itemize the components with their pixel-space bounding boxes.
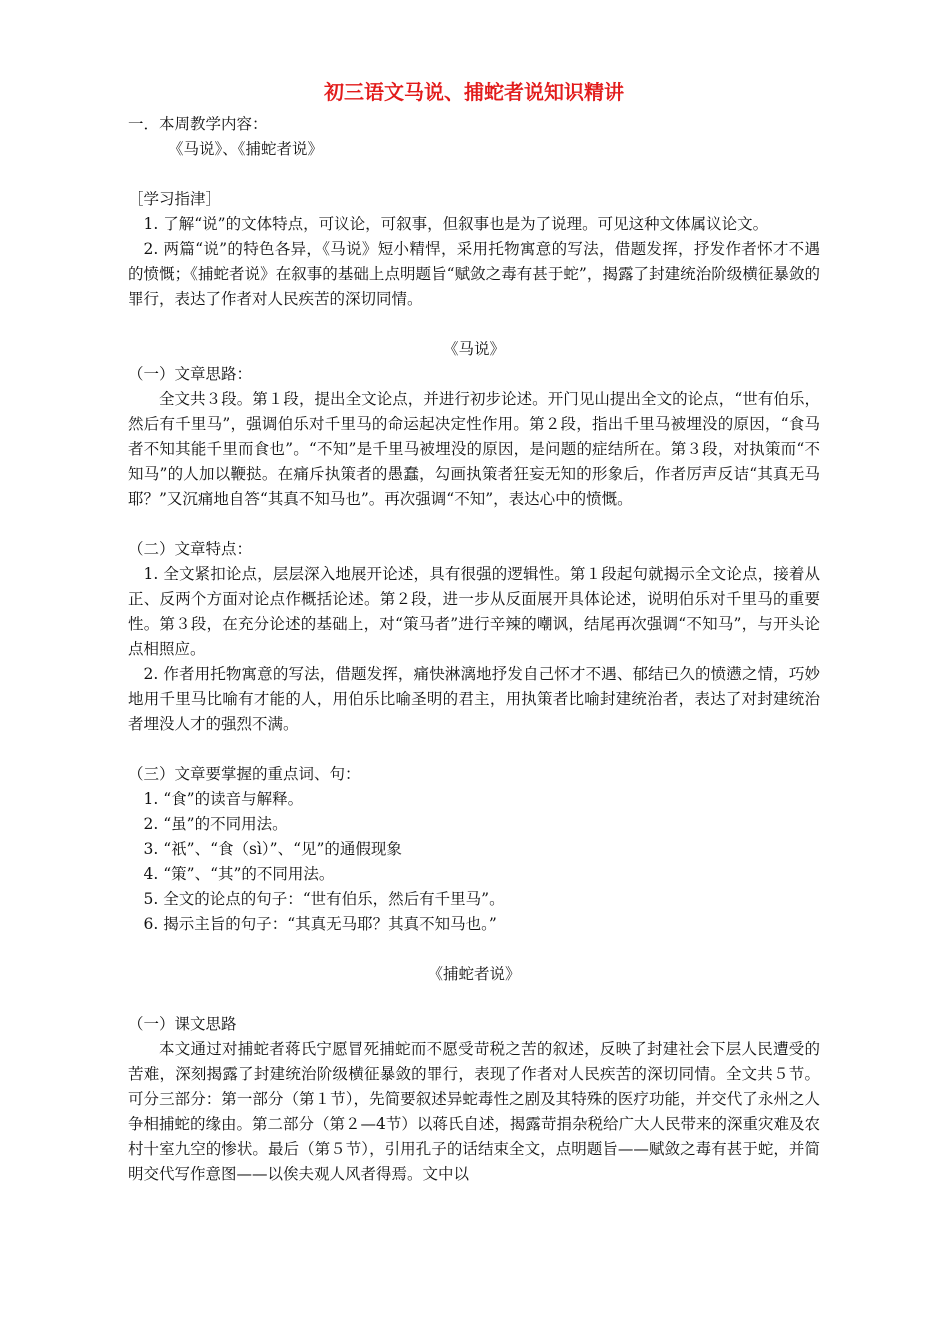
guide-heading: ［学习指津］ — [128, 190, 222, 208]
list-item: 2. “虽”的不同用法。 — [143, 815, 288, 833]
key-points-list — [128, 787, 820, 937]
mashuo-s3-heading: （三）文章要掌握的重点词、句： — [128, 765, 361, 783]
page-title: 初三语文马说、捕蛇者说知识精讲 — [324, 80, 624, 104]
list-item: 5. 全文的论点的句子：“世有伯乐，然后有千里马”。 — [143, 890, 505, 908]
bushe-s1-text: 本文通过对捕蛇者蒋氏宁愿冒死捕蛇而不愿受苛税之苦的叙述，反映了封建社会下层人民遭受的苦难，深刻揭露了封建统治阶级横征暴敛的罪行，表现了作者对人民疾苦的深切同情。全文共５节。可分三部分：第一部分（第１节），先简要叙述异蛇毒性之剧及其特殊的医疗功能，并交代了永州之人争相捕蛇的缘由。第二部分（第２—4节）以蒋氏自述，揭露苛捐杂税给广大人民带来的深重灾难及农村十室九空的惨状。最后（第５节），引用孔子的话结束全文，点明题旨——赋敛之毒有甚于蛇，并简明交代写作意图——以俟夫观人风者得焉。文中以 — [128, 1040, 820, 1183]
list-item: 4. “策”、“其”的不同用法。 — [143, 865, 335, 883]
list-item: 3. “祇”、“食（sì）”、“见”的通假现象 — [143, 840, 402, 858]
section-heading: 一．本周教学内容： — [128, 115, 268, 133]
list-item: 1. “食”的读音与解释。 — [143, 790, 304, 808]
bushe-heading: 《捕蛇者说》 — [427, 965, 521, 983]
mashuo-s2-heading: （二）文章特点： — [128, 540, 253, 558]
guide-point-1: 1. 了解“说”的文体特点，可议论，可叙事，但叙事也是为了说理。可见这种文体属议论文。 — [143, 215, 769, 233]
mashuo-heading: 《马说》 — [442, 340, 505, 358]
document-page — [128, 78, 820, 1187]
bushe-s1-heading: （一）课文思路 — [128, 1015, 237, 1033]
guide-point-2: 2. 两篇“说”的特色各异，《马说》短小精悍，采用托物寓意的写法，借题发挥，抒发作者怀才不遇的愤慨；《捕蛇者说》在叙事的基础上点明题旨“赋敛之毒有甚于蛇”，揭露了封建统治阶级横征暴敛的罪行，表达了作者对人民疾苦的深切同情。 — [128, 240, 820, 308]
mashuo-s1-text: 全文共３段。第１段，提出全文论点，并进行初步论述。开门见山提出全文的论点，“世有伯乐，然后有千里马”，强调伯乐对千里马的命运起决定性作用。第２段，指出千里马被埋没的原因，“食马者不知其能千里而食也”。“不知”是千里马被埋没的原因，是问题的症结所在。第３段，对执策而“不知马”的人加以鞭挞。在痛斥执策者的愚蠢，勾画执策者狂妄无知的形象后，作者厉声反诘“其真无马耶？”又沉痛地自答“其真不知马也”。再次强调“不知”，表达心中的愤慨。 — [128, 390, 820, 508]
mashuo-s1-heading: （一）文章思路： — [128, 365, 253, 383]
texts-line: 《马说》、《捕蛇者说》 — [168, 140, 324, 158]
mashuo-s2-point-2: 2. 作者用托物寓意的写法，借题发挥，痛快淋漓地抒发自己怀才不遇、郁结已久的愤懑之情，巧妙地用千里马比喻有才能的人，用伯乐比喻圣明的君主，用执策者比喻封建统治者，表达了对封建统治者埋没人才的强烈不满。 — [128, 665, 821, 733]
list-item: 6. 揭示主旨的句子：“其真无马耶？其真不知马也。” — [143, 915, 497, 933]
mashuo-s2-point-1: 1. 全文紧扣论点，层层深入地展开论述，具有很强的逻辑性。第１段起句就揭示全文论点，接着从正、反两个方面对论点作概括论述。第２段，进一步从反面展开具体论述，说明伯乐对千里马的重要性。第３段，在充分论述的基础上，对“策马者”进行辛辣的嘲讽，结尾再次强调“不知马”，与开头论点相照应。 — [128, 565, 821, 658]
